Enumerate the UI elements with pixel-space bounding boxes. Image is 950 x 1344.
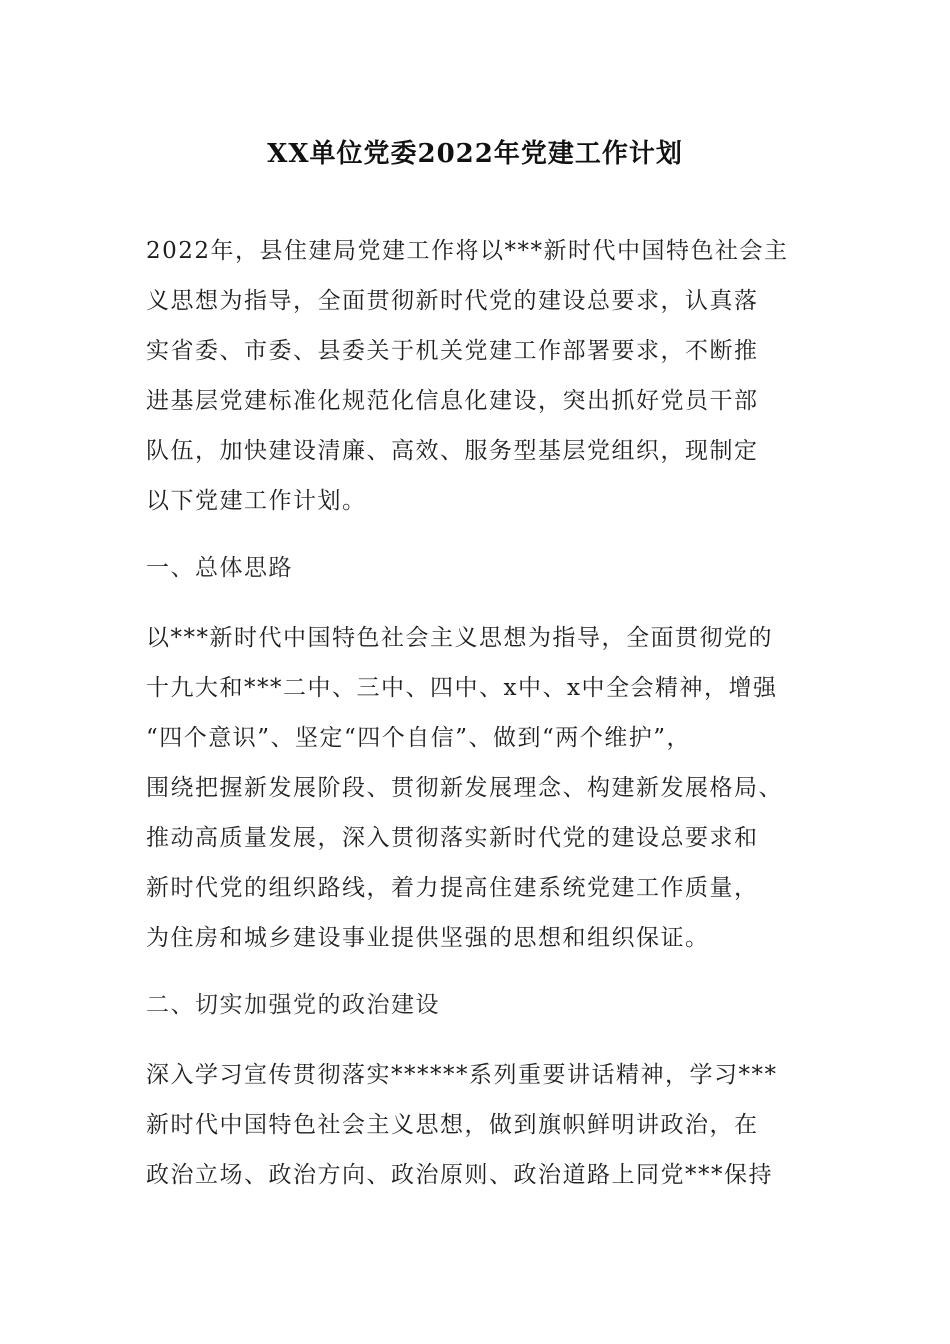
section-1-heading <box>146 543 826 593</box>
document-title: XX单位党委2022年党建工作计划 <box>267 139 683 169</box>
paragraph-line: 2022年，县住建局党建工作将以***新时代中国特色社会主 <box>146 238 789 264</box>
paragraph-line: “四个意识”、坚定“四个自信”、做到“两个维护”， <box>146 725 692 751</box>
paragraph-line: 义思想为指导，全面贯彻新时代党的建设总要求，认真落 <box>146 288 759 314</box>
paragraph-line: 实省委、市委、县委关于机关党建工作部署要求，不断推 <box>146 338 759 364</box>
paragraph-line: 十九大和***二中、三中、四中、x中、x中全会精神，增强 <box>146 675 778 701</box>
paragraph-line: 进基层党建标准化规范化信息化建设，突出抓好党员干部 <box>146 388 759 414</box>
intro-paragraph <box>146 226 826 526</box>
paragraph-line: 围绕把握新发展阶段、贯彻新发展理念、构建新发展格局、 <box>146 775 783 801</box>
paragraph-line: 深入学习宣传贯彻落实******系列重要讲话精神，学习*** <box>146 1062 778 1088</box>
section-2-paragraph <box>146 1050 826 1200</box>
section-1-paragraph <box>146 613 826 963</box>
paragraph-line: 队伍，加快建设清廉、高效、服务型基层党组织，现制定 <box>146 438 759 464</box>
paragraph-line: 新时代党的组织路线，着力提高住建系统党建工作质量， <box>146 875 759 901</box>
paragraph-line: 以***新时代中国特色社会主义思想为指导，全面贯彻党的 <box>146 625 773 651</box>
paragraph-line: 为住房和城乡建设事业提供坚强的思想和组织保证。 <box>146 925 710 951</box>
paragraph-line: 政治立场、政治方向、政治原则、政治道路上同党***保持 <box>146 1162 773 1188</box>
section-heading: 一、总体思路 <box>146 555 293 581</box>
section-heading: 二、切实加强党的政治建设 <box>146 992 440 1018</box>
paragraph-line: 以下党建工作计划。 <box>146 488 367 514</box>
paragraph-line: 新时代中国特色社会主义思想，做到旗帜鲜明讲政治，在 <box>146 1112 759 1138</box>
paragraph-line: 推动高质量发展，深入贯彻落实新时代党的建设总要求和 <box>146 825 759 851</box>
section-2-heading <box>146 980 826 1030</box>
